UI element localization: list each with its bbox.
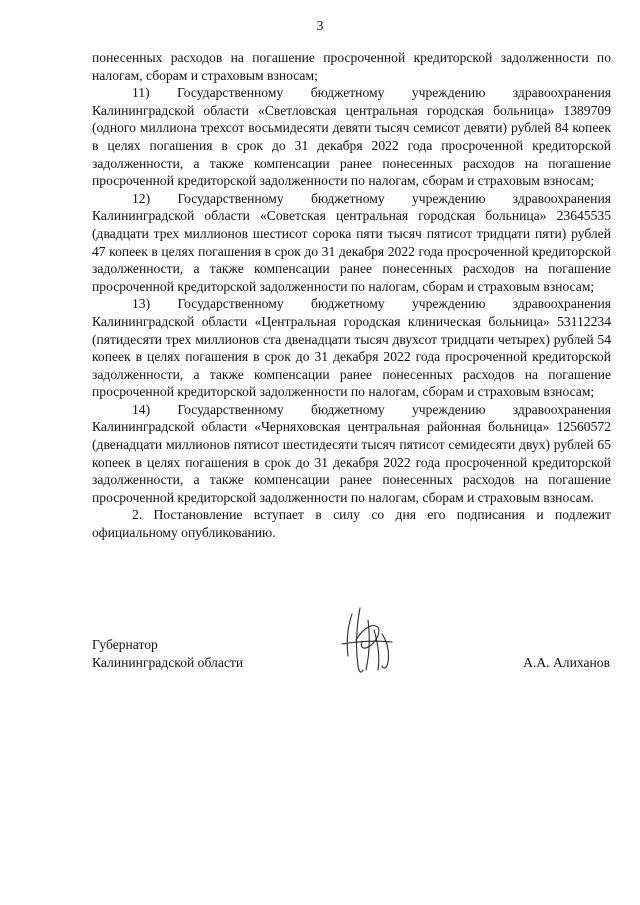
paragraph-item-13: 13) Государственному бюджетному учреждению здравоохранения Калининградской области «Центральная городская клиническая больница» 53112234 (пятидесяти трех миллионов ста двенадцати тысяч двухсот тридцати четырех) рублей 54 копеек в целях погашения в срок до 31 декабря 2022 года просроченной кредиторской задолженности, а также компенсации ранее понесенных расходов на погашение просроченной кредиторской задолженности по налогам, сборам и страховым взносам; <box>92 296 611 400</box>
paragraph-item-12: 12) Государственному бюджетному учреждению здравоохранения Калининградской области «Советская центральная городская больница» 23645535 (двадцати трех миллионов шестисот сорока пяти тысяч пятисот тридцати пяти) рублей 47 копеек в целях погашения в срок до 31 декабря 2022 года просроченной кредиторской задолженности, а также компенсации ранее понесенных расходов на погашение просроченной кредиторской задолженности по налогам, сборам и страховым взносам; <box>92 190 611 294</box>
paragraph-clause-2: 2. Постановление вступает в силу со дня его подписания и подлежит официальному опубликованию. <box>92 507 611 541</box>
signatory-title-line-1: Губернатор <box>92 637 158 652</box>
page-number: 3 <box>316 18 324 33</box>
signatory-title-line-2: Калининградской области <box>92 655 244 670</box>
signatory-title <box>92 636 243 672</box>
paragraph-item-11: 11) Государственному бюджетному учреждению здравоохранения Калининградской области «Светловская центральная городская больница» 1389709 (одного миллиона трехсот восьмидесяти девяти тысяч семисот девяти) рублей 84 копеек в целях погашения в срок до 31 декабря 2022 года просроченной кредиторской задолженности, а также компенсации ранее понесенных расходов на погашение просроченной кредиторской задолженности по налогам, сборам и страховым взносам; <box>92 85 611 189</box>
paragraph-continuation: понесенных расходов на погашение просроченной кредиторской задолженности по налогам, сборам и страховым взносам; <box>92 50 611 83</box>
signatory-name: А.А. Алиханов <box>523 655 610 670</box>
paragraph-item-14: 14) Государственному бюджетному учреждению здравоохранения Калининградской области «Черняховская центральная районная больница» 12560572 (двенадцати миллионов пятисот шестидесяти тысяч пятисот семидесяти двух) рублей 65 копеек в целях погашения в срок до 31 декабря 2022 года просроченной кредиторской задолженности, а также компенсации ранее понесенных расходов на погашение просроченной кредиторской задолженности по налогам, сборам и страховым взносам. <box>92 401 611 505</box>
handwritten-signature <box>330 600 410 680</box>
document-body <box>92 49 611 542</box>
